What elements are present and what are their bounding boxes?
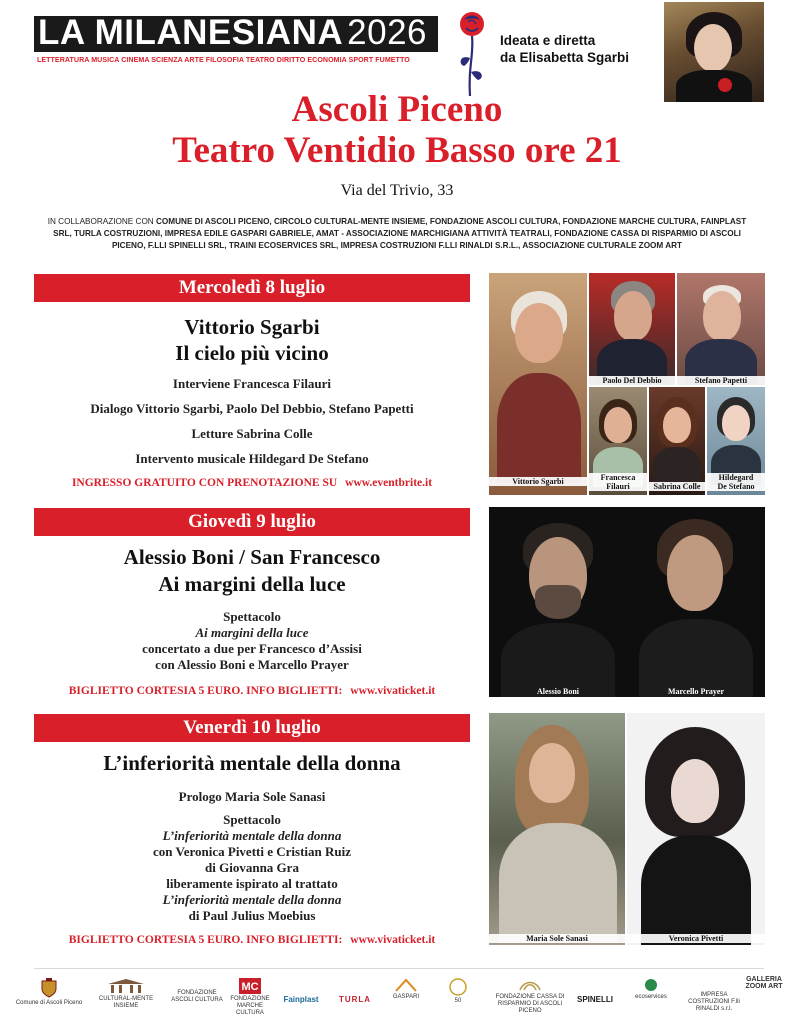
event-detail: Dialogo Vittorio Sgarbi, Paolo Del Debbio, Stefano Papetti [90,401,414,416]
photo-caption: Veronica Pivetti [627,934,765,943]
curator-portrait [664,2,764,102]
crest-icon [41,978,57,998]
event-detail: Letture Sabrina Colle [191,426,313,441]
footer-divider [34,968,764,969]
photo-paolo-del-debbio [589,273,675,385]
event-photo-duo [489,713,765,945]
event-detail: Spettacolo [223,812,281,827]
photo-alessio-boni [489,507,627,697]
photo-sabrina-colle [649,387,705,495]
rose-icon [452,6,492,98]
photo-maria-sole-sanasi [489,713,625,945]
curator-line-2: da Elisabetta Sgarbi [500,50,630,65]
event-detail: Prologo Maria Sole Sanasi [178,789,326,804]
event-subtitle: Ai margini della luce [158,572,346,596]
event-detail: L’inferiorità mentale della donna [162,828,342,843]
logo-turla: TURLA [338,995,372,1004]
city-title: Ascoli Piceno [291,89,503,130]
photo-francesca-filauri [589,387,647,495]
event-detail: concertato a due per Francesco d’Assisi [142,641,362,656]
photo-caption: Vittorio Sgarbi [489,477,587,486]
photo-caption: Alessio Boni [536,687,579,696]
photo-caption: Sabrina Colle [649,482,705,491]
brand-name: LA MILANESIANA [38,13,344,52]
photo-marcello-prayer [627,507,765,697]
svg-text:MC: MC [241,981,259,993]
curator-line-1: Ideata e diretta [500,33,596,48]
event-booking-info [34,476,470,490]
logo-spinelli: SPINELLI [576,995,613,1004]
logo-comune-ascoli-piceno: Comune di Ascoli Piceno [14,978,84,1007]
logo-galleria-zoom-art: GALLERIA ZOOM ART [745,976,783,990]
roof-icon [395,978,417,992]
logo-fondazione-marche-cultura: MC FONDAZIONE MARCHE CULTURA [228,978,272,1017]
event-detail: Spettacolo [223,609,281,624]
event-detail: liberamente ispirato al trattato [166,876,338,891]
logo-fondazione-carisap: FONDAZIONE CASSA DI RISPARMIO DI ASCOLI PICENO [494,978,566,1015]
logo-cultural-mente-insieme: CULTURAL-MENTE INSIEME [90,978,162,1010]
logo-amat: 50 [434,978,482,1005]
logo-rinaldi: IMPRESA COSTRUZIONI F.lli RINALDI s.r.l. [688,992,740,1012]
brand-logo [38,14,427,52]
booking-link[interactable]: www.vivaticket.it [350,934,436,946]
booking-link[interactable]: www.vivaticket.it [350,685,436,697]
photo-caption: Marcello Prayer [667,687,725,696]
event-date-bar: Mercoledì 8 luglio [34,274,470,302]
theatre-title: Teatro Ventidio Basso ore 21 [172,130,622,171]
photo-caption: Maria Sole Sanasi [489,934,625,943]
mc-icon [239,978,261,994]
event-detail: Interviene Francesca Filauri [172,376,332,391]
columns-icon [106,978,146,994]
photo-caption: Stefano Papetti [677,376,765,385]
photo-stefano-papetti [677,273,765,385]
logo-fainplast: Fainplast [283,995,319,1004]
globe-icon [644,978,658,992]
event-booking-info [34,684,470,698]
booking-text: BIGLIETTO CORTESIA 5 EURO. INFO BIGLIETTI: [68,934,343,946]
event-detail: di Giovanna Gra [205,860,299,875]
photo-hildegard-de-stefano [707,387,765,495]
photo-vittorio-sgarbi [489,273,587,495]
brand-year: 2026 [347,13,428,52]
event-detail: Ai margini della luce [195,625,309,640]
event-date-bar: Giovedì 9 luglio [34,508,470,536]
leaf-icon [518,978,542,992]
venue-address: Via del Trivio, 33 [340,182,454,199]
collaboration-credits [38,216,756,252]
curator-credit [500,32,629,66]
photo-veronica-pivetti [627,713,765,945]
event-detail: L’inferiorità mentale della donna [162,892,342,907]
event-photo-collage [489,273,765,495]
booking-link[interactable]: www.eventbrite.it [345,477,433,489]
event-detail: con Veronica Pivetti e Cristian Ruiz [153,844,351,859]
photo-caption: Hildegard De Stefano [707,473,765,491]
event-photo-duo [489,507,765,697]
event-title: L’inferiorità mentale della donna [103,751,401,775]
logo-ecoservices: ecoservices [622,978,680,1001]
booking-text: INGRESSO GRATUITO CON PRENOTAZIONE SU [71,477,338,489]
event-booking-info [34,933,470,947]
photo-caption: Francesca Filauri [589,473,647,491]
event-subtitle: Il cielo più vicino [175,341,329,365]
event-title: Vittorio Sgarbi [184,315,320,339]
event-detail: Intervento musicale Hildegard De Stefano [135,451,369,466]
booking-text: BIGLIETTO CORTESIA 5 EURO. INFO BIGLIETTI: [68,685,343,697]
logo-fondazione-ascoli-cultura: FONDAZIONE ASCOLI CULTURA [171,990,223,1003]
collaboration-partners: COMUNE DI ASCOLI PICENO, CIRCOLO CULTURAL-MENTE INSIEME, FONDAZIONE ASCOLI CULTURA, FONDAZIONE MARCHE CULTURA, FAINPLAST SRL, TURLA COSTRUZIONI, IMPRESA EDILE GASPARI GABRIELE, AMAT - ASSOCIAZIONE MARCHIGIANA ATTIVITÀ TEATRALI, FONDAZIONE CASSA DI RISPARMIO DI ASCOLI PICENO, F.LLI SPINELLI SRL, TRAINI ECOSERVICES SRL, IMPRESA COSTRUZIONI F.LLI RINALDI S.R.L., ASSOCIAZIONE CULTURALE ZOOM ART [53,217,747,250]
event-date-bar: Venerdì 10 luglio [34,714,470,742]
logo-gaspari: GASPARI [384,978,428,1001]
event-detail: di Paul Julius Moebius [188,908,316,923]
event-detail: con Alessio Boni e Marcello Prayer [155,657,349,672]
collaboration-prefix: IN COLLABORAZIONE CON [47,217,154,226]
amat-icon [442,978,474,996]
event-title: Alessio Boni / San Francesco [123,545,381,569]
brand-tagline: LETTERATURA MUSICA CINEMA SCIENZA ARTE FILOSOFIA TEATRO DIRITTO ECONOMIA SPORT FUMETTO [37,56,410,64]
photo-caption: Paolo Del Debbio [589,376,675,385]
